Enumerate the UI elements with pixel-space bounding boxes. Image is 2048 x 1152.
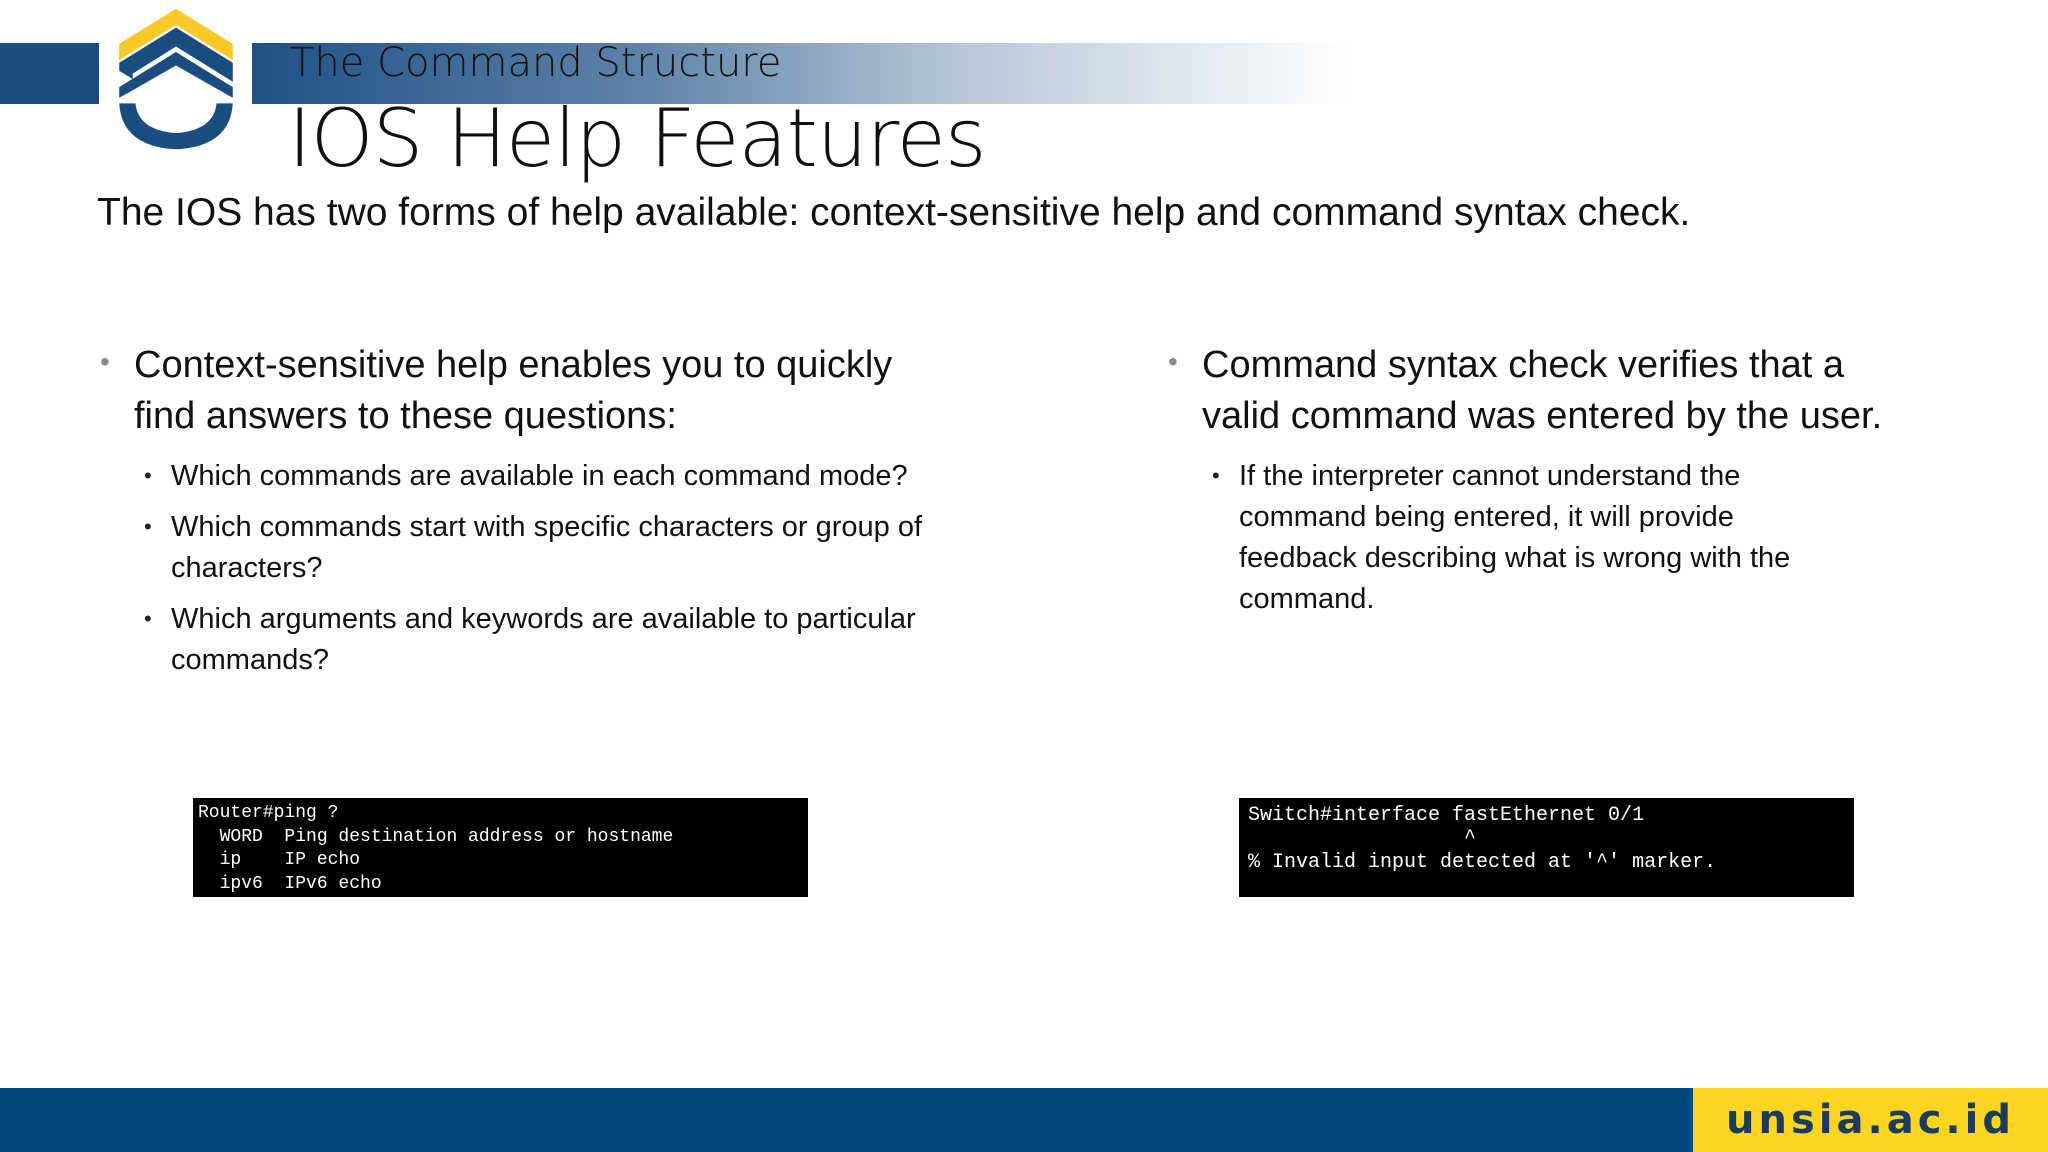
left-column bbox=[100, 340, 1000, 681]
terminal-line: Router#ping ? bbox=[198, 803, 339, 823]
sub-bullet: • Which commands are available in each command mode? bbox=[144, 456, 1000, 497]
terminal-line: WORD Ping destination address or hostname bbox=[198, 826, 674, 847]
terminal-syntax-error bbox=[1239, 798, 1854, 897]
intro-text: The IOS has two forms of help available: context-sensitive help and command syntax check. bbox=[97, 191, 1691, 234]
bullet-context-help: • Context-sensitive help enables you to quickly find answers to these questions: bbox=[100, 340, 930, 442]
slide-title: IOS Help Features bbox=[288, 92, 986, 185]
terminal-line: ip IP echo bbox=[198, 850, 361, 870]
slide-section-title: The Command Structure bbox=[290, 40, 782, 86]
bullet-syntax-check: • Command syntax check verifies that a valid command was entered by the user. bbox=[1168, 340, 1928, 442]
terminal-line: Switch#interface fastEthernet 0/1 bbox=[1248, 804, 1645, 827]
sub-bullet: • Which arguments and keywords are available to particular commands? bbox=[144, 599, 1004, 681]
footer-brand: unsia.ac.id bbox=[1693, 1088, 2048, 1152]
right-column bbox=[1168, 340, 2028, 620]
sub-bullet: • Which commands start with specific characters or group of characters? bbox=[144, 507, 974, 589]
terminal-line: % Invalid input detected at '^' marker. bbox=[1248, 851, 1717, 874]
header-blue-block bbox=[0, 43, 99, 104]
terminal-line: ipv6 IPv6 echo bbox=[198, 873, 382, 894]
terminal-ping-help bbox=[193, 798, 808, 897]
sub-bullet: • If the interpreter cannot understand the command being entered, it will provide feedback describing what is wrong with the command. bbox=[1212, 456, 1852, 620]
terminal-line: ^ bbox=[1248, 827, 1477, 850]
unsia-logo-icon bbox=[108, 6, 244, 152]
